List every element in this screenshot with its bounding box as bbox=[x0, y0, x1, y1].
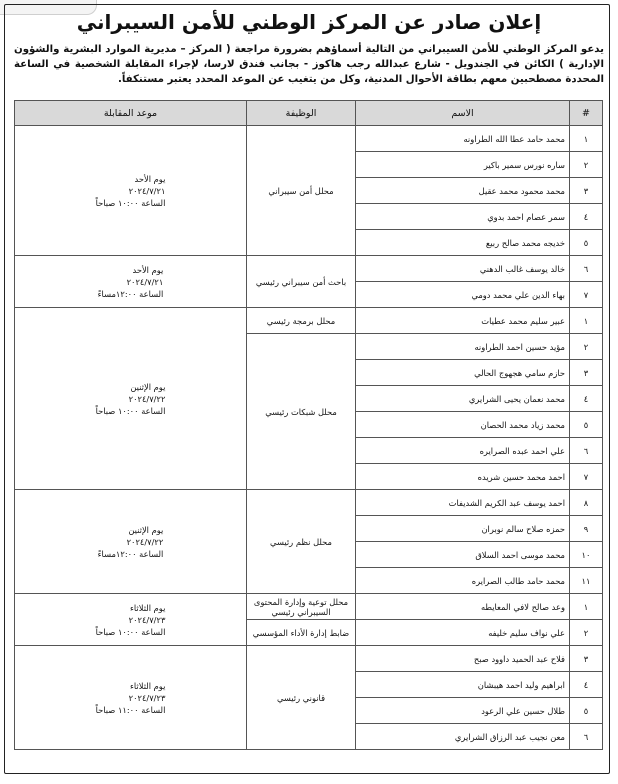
candidate-name: وعد صالح لافي المعايطه bbox=[356, 594, 570, 620]
job-title: محلل نظم رئيسي bbox=[247, 490, 356, 594]
row-number: ٧ bbox=[570, 464, 603, 490]
interview-date-cell bbox=[15, 490, 247, 594]
interview-date: ٢٠٢٤/٧/٢١ bbox=[128, 185, 166, 196]
header-job: الوظيفة bbox=[247, 101, 356, 126]
row-number: ٤ bbox=[570, 672, 603, 698]
interview-time: الساعة ١٠:٠٠ صباحاً bbox=[95, 405, 166, 416]
interview-day: يوم الأحد bbox=[132, 264, 164, 275]
candidate-name: بهاء الدين علي محمد دومي bbox=[356, 282, 570, 308]
candidate-name: سمر عصام احمد بدوي bbox=[356, 204, 570, 230]
job-title: ضابط إدارة الأداء المؤسسي bbox=[247, 620, 356, 646]
table-row bbox=[15, 126, 603, 152]
interview-date-block bbox=[98, 524, 164, 560]
row-number: ٥ bbox=[570, 412, 603, 438]
interview-day: يوم الأحد bbox=[134, 173, 166, 184]
row-number: ١ bbox=[570, 594, 603, 620]
candidate-name: مؤيد حسين احمد الطراونه bbox=[356, 334, 570, 360]
candidate-name: محمد حامد طالب الصرايره bbox=[356, 568, 570, 594]
interview-date-cell bbox=[15, 594, 247, 646]
interview-date: ٢٠٢٤/٧/٢٣ bbox=[128, 692, 166, 703]
row-number: ٢ bbox=[570, 152, 603, 178]
interview-day: يوم الثلاثاء bbox=[130, 680, 166, 691]
header-number: # bbox=[570, 101, 603, 126]
row-number: ٤ bbox=[570, 386, 603, 412]
interview-date-block bbox=[96, 173, 166, 209]
interview-time: الساعة ١٠:٠٠ صباحاً bbox=[95, 626, 166, 637]
row-number: ١١ bbox=[570, 568, 603, 594]
interview-date-block bbox=[96, 381, 166, 417]
job-title: محلل برمجة رئيسي bbox=[247, 308, 356, 334]
candidate-name: خالد يوسف غالب الدهني bbox=[356, 256, 570, 282]
candidate-name: عبير سليم محمد عطيات bbox=[356, 308, 570, 334]
candidate-name: فلاح عبد الحميد داوود صبح bbox=[356, 646, 570, 672]
interview-date: ٢٠٢٤/٧/٢٢ bbox=[128, 393, 166, 404]
candidate-name: محمد حامد عطا الله الطراونه bbox=[356, 126, 570, 152]
table-row bbox=[15, 256, 603, 282]
announcement-title: إعلان صادر عن المركز الوطني للأمن السيبراني bbox=[76, 10, 542, 34]
job-title: قانوني رئيسي bbox=[247, 646, 356, 750]
row-number: ٢ bbox=[570, 620, 603, 646]
row-number: ١ bbox=[570, 308, 603, 334]
interview-date-block bbox=[96, 602, 166, 638]
job-title: محلل أمن سيبراني bbox=[247, 126, 356, 256]
interview-time: الساعة ١٢:٠٠مساءً bbox=[97, 548, 164, 559]
interview-date: ٢٠٢٤/٧/٢٢ bbox=[126, 536, 164, 547]
candidate-name: محمد موسى احمد السلاق bbox=[356, 542, 570, 568]
candidate-name: حازم سامي هجهوج الحالي bbox=[356, 360, 570, 386]
interview-date: ٢٠٢٤/٧/٢١ bbox=[126, 276, 164, 287]
interview-day: يوم الإثنين bbox=[128, 524, 164, 535]
row-number: ٤ bbox=[570, 204, 603, 230]
row-number: ٦ bbox=[570, 438, 603, 464]
interview-day: يوم الإثنين bbox=[130, 381, 166, 392]
row-number: ٧ bbox=[570, 282, 603, 308]
table-row bbox=[15, 308, 603, 334]
table-header-row bbox=[15, 101, 603, 126]
interview-date-block bbox=[96, 680, 166, 716]
row-number: ٦ bbox=[570, 256, 603, 282]
candidate-name: ابراهيم وليد احمد هيبشان bbox=[356, 672, 570, 698]
header-name: الاسم bbox=[356, 101, 570, 126]
job-title: باحث أمن سيبراني رئيسي bbox=[247, 256, 356, 308]
candidate-name: احمد محمد حسين شريده bbox=[356, 464, 570, 490]
job-title: محلل توعية وإدارة المحتوى السيبراني رئيسي bbox=[247, 594, 356, 620]
candidate-name: ساره نورس سمير باكير bbox=[356, 152, 570, 178]
interview-time: الساعة ١٠:٠٠ صباحاً bbox=[95, 197, 166, 208]
interview-date-block bbox=[98, 264, 164, 300]
candidate-name: طلال حسين علي الرعود bbox=[356, 698, 570, 724]
row-number: ٥ bbox=[570, 698, 603, 724]
row-number: ٢ bbox=[570, 334, 603, 360]
row-number: ٣ bbox=[570, 178, 603, 204]
row-number: ٣ bbox=[570, 646, 603, 672]
row-number: ٣ bbox=[570, 360, 603, 386]
table-row bbox=[15, 490, 603, 516]
row-number: ٨ bbox=[570, 490, 603, 516]
interview-time: الساعة ١١:٠٠ صباحاً bbox=[95, 704, 166, 715]
announcement-intro: يدعو المركز الوطني للأمن السيبراني من التالية أسماؤهم بضرورة مراجعة ( المركز – مديرية الموارد البشرية والشؤون الإدارية ) الكائن في الجندويل - شارع عبدالله رجب هاكوز - بجانب فندق لارسا، لإجراء المقابلة الشخصية في الساعة المحددة مصطحبين معهم بطاقة الأحوال المدنية، وكل من يتغيب عن الموعد المحدد يعتبر مستنكفاً. bbox=[14, 44, 604, 85]
candidate-name: محمد محمود محمد عقيل bbox=[356, 178, 570, 204]
job-title: محلل شبكات رئيسي bbox=[247, 334, 356, 490]
table-row bbox=[15, 646, 603, 672]
table-body bbox=[15, 126, 603, 750]
header-date: موعد المقابلة bbox=[15, 101, 247, 126]
candidate-name: خديجه محمد صالح ربيع bbox=[356, 230, 570, 256]
interview-date-cell bbox=[15, 646, 247, 750]
row-number: ٩ bbox=[570, 516, 603, 542]
row-number: ٦ bbox=[570, 724, 603, 750]
interview-date-cell bbox=[15, 256, 247, 308]
candidate-name: محمد نعمان يحيى الشرايري bbox=[356, 386, 570, 412]
candidate-name: علي احمد عبده الصرايره bbox=[356, 438, 570, 464]
interview-table bbox=[14, 100, 603, 750]
interview-date-cell bbox=[15, 126, 247, 256]
row-number: ١ bbox=[570, 126, 603, 152]
candidate-name: احمد يوسف عبد الكريم الشديفات bbox=[356, 490, 570, 516]
interview-time: الساعة ١٢:٠٠مساءً bbox=[97, 288, 164, 299]
interview-day: يوم الثلاثاء bbox=[130, 602, 166, 613]
row-number: ١٠ bbox=[570, 542, 603, 568]
candidate-name: علي نواف سليم خليفه bbox=[356, 620, 570, 646]
candidate-name: محمد زياد محمد الحصان bbox=[356, 412, 570, 438]
row-number: ٥ bbox=[570, 230, 603, 256]
table-row bbox=[15, 594, 603, 620]
candidate-name: حمزه صلاح سالم نوبران bbox=[356, 516, 570, 542]
interview-date-cell bbox=[15, 308, 247, 490]
candidate-name: معن نجيب عبد الرزاق الشرايري bbox=[356, 724, 570, 750]
interview-date: ٢٠٢٤/٧/٢٣ bbox=[128, 614, 166, 625]
